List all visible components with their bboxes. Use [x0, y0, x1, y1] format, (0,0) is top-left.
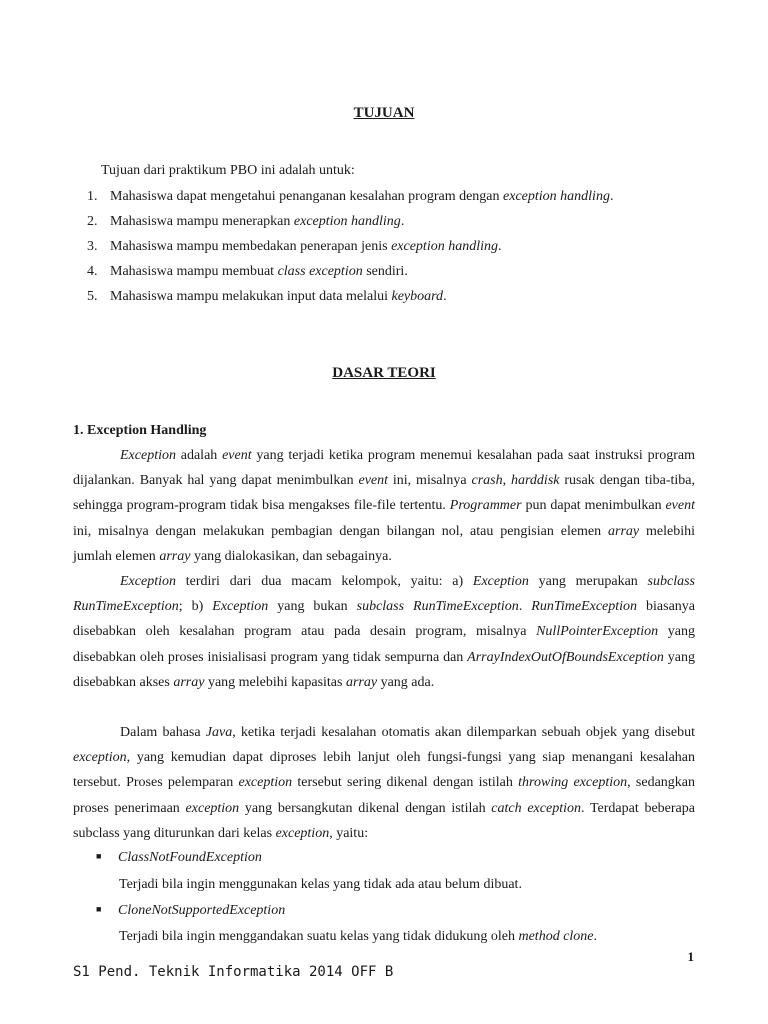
bullet-item [96, 903, 285, 919]
page-footer: S1 Pend. Teknik Informatika 2014 OFF B [73, 964, 394, 980]
page-number: 1 [687, 949, 694, 964]
item-text: Mahasiswa dapat mengetahui penanganan kesalahan program dengan exception handling. [110, 189, 614, 204]
tujuan-heading: TUJUAN [353, 105, 415, 121]
square-bullet-icon: ■ [96, 851, 102, 861]
square-bullet-icon: ■ [96, 904, 102, 914]
item-text: Mahasiswa mampu melakukan input data melalui keyboard. [110, 289, 447, 304]
paragraph-exception-intro: Exception adalah event yang terjadi ketika program menemui kesalahan pada saat instruksi program dijalankan. Banyak hal yang dapat menimbulkan event ini, misalnya crash, harddisk rusak dengan tiba-tiba, sehingga program-program tidak bisa mengakses file-file tertentu. Programmer pun dapat menimbulkan event ini, misalnya dengan melakukan pembagian dengan bilangan nol, atau pengisian elemen array melebihi jumlah elemen array yang dialokasikan, dan sebagainya. [73, 448, 696, 564]
tujuan-intro: Tujuan dari praktikum PBO ini adalah untuk: [101, 163, 355, 178]
list-item [87, 213, 613, 238]
item-text: Mahasiswa mampu membedakan penerapan jenis exception handling. [110, 239, 502, 254]
list-item [87, 263, 613, 288]
bullet-title: ClassNotFoundException [118, 850, 262, 865]
paragraph-java-exception: Dalam bahasa Java, ketika terjadi kesalahan otomatis akan dilemparkan sebuah objek yang disebut exception, yang kemudian dapat diproses lebih lanjut oleh fungsi-fungsi yang siap menangani kesalahan tersebut. Proses pelemparan exception tersebut sering dikenal dengan istilah throwing exception, sedangkan proses penerimaan exception yang bersangkutan dikenal dengan istilah catch exception. Terdapat beberapa subclass yang diturunkan dari kelas exception, yaitu: [73, 725, 696, 841]
list-item [87, 188, 613, 213]
item-number: 2. [87, 214, 98, 229]
item-number: 3. [87, 239, 98, 254]
item-number: 4. [87, 264, 98, 279]
section-title: 1. Exception Handling [73, 423, 207, 438]
bullet-title: CloneNotSupportedException [118, 903, 286, 918]
bullet-description: Terjadi bila ingin menggandakan suatu kelas yang tidak didukung oleh method clone. [119, 929, 598, 944]
paragraph-exception-types: Exception terdiri dari dua macam kelompok, yaitu: a) Exception yang merupakan subclass RunTimeException; b) Exception yang bukan subclass RunTimeException. RunTimeException biasanya disebabkan oleh kesalahan program atau pada desain program, misalnya NullPointerException yang disebabkan oleh proses inisialisasi program yang tidak sempurna dan ArrayIndexOutOfBoundsException yang disebabkan akses array yang melebihi kapasitas array yang ada. [73, 574, 696, 690]
dasar-teori-heading: DASAR TEORI [332, 365, 436, 381]
item-text: Mahasiswa mampu membuat class exception sendiri. [110, 264, 408, 279]
bullet-description: Terjadi bila ingin menggunakan kelas yang tidak ada atau belum dibuat. [119, 877, 522, 892]
item-number: 1. [87, 189, 98, 204]
list-item [87, 288, 613, 313]
item-number: 5. [87, 289, 98, 304]
list-item [87, 238, 613, 263]
item-text: Mahasiswa mampu menerapkan exception handling. [110, 214, 405, 229]
objectives-list [87, 188, 613, 313]
bullet-item [96, 850, 262, 866]
